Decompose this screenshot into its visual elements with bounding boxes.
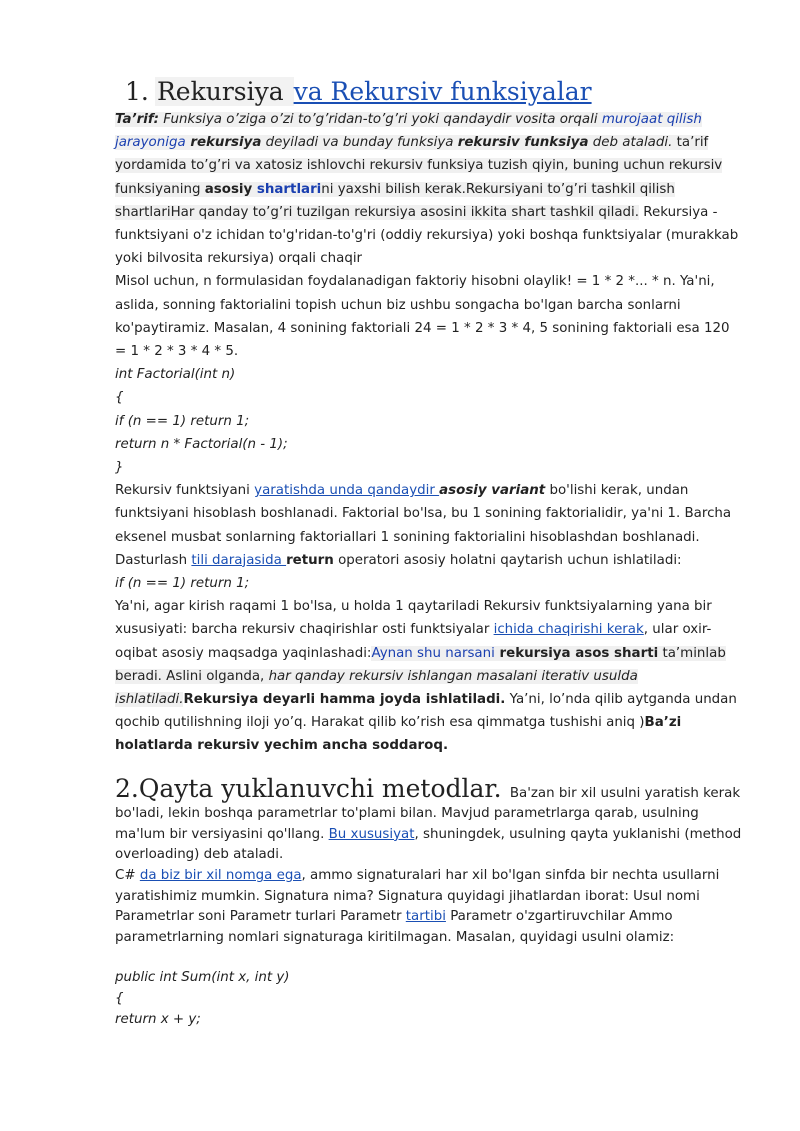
paragraph-text: Ya'ni, agar kirish raqami 1 bo'lsa, u holda 1 qaytariladi Rekursiv funktsiyalarning yana bir xususiyati: barcha rekursiv chaqirishlar osti funktsiyalar (115, 599, 712, 638)
term-rekursiv-funksiya: rekursiv funksiya (457, 135, 589, 151)
paragraph-text: Rekursiv funktsiyani (115, 483, 255, 499)
inline-link[interactable]: tili darajasida (191, 552, 287, 568)
definition-text: Funksiya o’ziga o’zi to’g’ridan-to’g’ri yoki qandaydir vosita orqali (159, 112, 602, 127)
heading-text: Rekursiya (156, 77, 292, 106)
paragraph-text: Parametr o'zgartiruvchilar Ammo parametrlarning nomlari signaturaga kiritilmagan. Masalan, quyidagi usulni olamiz: (115, 909, 675, 945)
inline-link[interactable]: ichida chaqirishi kerak (493, 622, 644, 638)
section-heading-2: 2.Qayta yuklanuvchi metodlar. (115, 773, 502, 803)
code-block-sum (115, 968, 745, 1030)
paragraph-text: Ya’ni, lo’nda qilib aytganda undan qochib qutilishning iloji yo’q. Harakat qilib ko’rish esa qimmatga tushishi aniq ) (115, 692, 737, 731)
code-line: int Factorial(int n) (115, 367, 236, 383)
inline-link[interactable]: da biz bir xil nomga ega (139, 868, 302, 884)
definition-text: Rekursiya - funktsiyani o'z ichidan to'g'ridan-to'g'ri (oddiy rekursiya) yoki boshqa funktsiyalar (murakkab yoki bilvosita rekursiya) orqali chaqir (115, 204, 739, 267)
term-rekursiya: rekursiya (185, 135, 262, 151)
definition-text: ta’rif yordamida to’g’ri va xatosiz ishlovchi rekursiv funksiya tuzish qiyin, buning uchun rekursiv funksiyaning (115, 135, 723, 197)
term-shartlari: shartlari (252, 181, 322, 197)
code-line: public int Sum(int x, int y) (115, 970, 290, 986)
paragraph-text: bo'lishi kerak, undan funktsiyani hisoblash boshlanadi. Faktorial bo'lsa, bu 1 sonining faktorialidir, ya'ni 1. Barcha eksenel musbat sonlarning faktoriallari 1 sonining faktorialini hisoblashdan boshlanadi. (115, 483, 732, 545)
example-paragraph: Misol uchun, n formulasidan foydalanadigan faktoriy hisobni olaylik! = 1 * 2 *... * n. Ya'ni, aslida, sonning faktorialini topish uchun biz ushbu songacha bo'lgan barcha sonlarni ko'paytiramiz. Masalan, 4 sonining faktoriali 24 = 1 * 2 * 3 * 4, 5 sonining faktoriali esa 120 = 1 * 2 * 3 * 4 * 5. (115, 274, 730, 360)
code-line: if (n == 1) return 1; (115, 576, 250, 592)
recursion-summary-paragraph (115, 595, 745, 757)
term-asosiy: asosiy (204, 181, 253, 197)
paragraph-text: Ba'zan bir xil usulni yaratish kerak bo'ladi, lekin boshqa parametrlar to'plami bilan. Mavjud parametrlarga qarab, usulning ma'lum bir versiyasini qo'llang. (115, 785, 741, 842)
inline-link[interactable]: Bu xususiyat (328, 826, 415, 842)
code-block-factorial (115, 363, 745, 479)
overload-paragraph-1 (115, 774, 745, 866)
definition-link[interactable]: murojaat qilish jarayoniga (115, 112, 702, 151)
code-line: return x + y; (115, 1011, 201, 1027)
highlight-text: Aynan shu narsani (371, 645, 495, 661)
paragraph-text: C# (115, 868, 140, 884)
code-line: return n * Factorial(n - 1); (115, 436, 288, 452)
document-content (115, 76, 745, 1030)
paragraph-text: ta’minlab beradi. Aslini olganda, (115, 645, 726, 684)
code-line: { (115, 390, 124, 406)
definition-label: Ta’rif: (115, 112, 160, 127)
term-asosiy-variant: asosiy variant (439, 483, 546, 499)
code-line: { (115, 991, 124, 1007)
paragraph-text: , ular oxir-oqibat asosiy maqsadga yaqinlashadi: (115, 622, 712, 661)
paragraph-text: , ammo signaturalari har xil bo'lgan sinfda bir nechta usullarni yaratishimiz mumkin. Signatura nima? Signatura quyidagi jihatlardan iborat: Usul nomi Parametrlar soni Parametr turlari Parametr (115, 868, 720, 925)
term-rekursiya-asos-sharti: rekursiya asos sharti (494, 645, 659, 661)
paragraph-text: operatori asosiy holatni qaytarish uchun ishlatiladi: (333, 552, 682, 568)
overload-paragraph-2 (115, 866, 745, 948)
heading-number: 1. (125, 77, 149, 106)
definition-text: ni yaxshi bilish kerak.Rekursiyani to’g’ri tashkil qilish shartlariHar qanday to’g’ri tuzilgan rekursiya asosini ikkita shart tashkil qiladi. (115, 181, 675, 220)
code-line: } (115, 460, 124, 476)
base-case-paragraph (115, 479, 745, 549)
inline-link[interactable]: yaratishda unda qandaydir (254, 483, 440, 499)
code-line: if (n == 1) return 1; (115, 413, 250, 429)
paragraph-text: Dasturlash (115, 552, 192, 568)
definition-text: deyiladi va bunday funksiya (261, 135, 458, 151)
italic-note: har qanday rekursiv ishlangan masalani iterativ usulda ishlatiladi. (115, 668, 638, 708)
inline-link[interactable]: tartibi (405, 909, 446, 925)
heading-link[interactable]: va Rekursiv funksiyalar (293, 77, 592, 106)
section-heading-1 (125, 76, 745, 108)
definition-paragraph (115, 108, 745, 270)
term-return: return (286, 552, 334, 568)
bold-statement: Rekursiya deyarli hamma joyda ishlatiladi. (183, 692, 506, 708)
bold-statement: Ba’zi holatlarda rekursiv yechim ancha soddaroq. (115, 715, 682, 754)
return-paragraph (115, 549, 745, 572)
paragraph-text: , shuningdek, usulning qayta yuklanishi (method overloading) deb ataladi. (115, 826, 742, 863)
definition-text: deb ataladi. (588, 135, 673, 151)
